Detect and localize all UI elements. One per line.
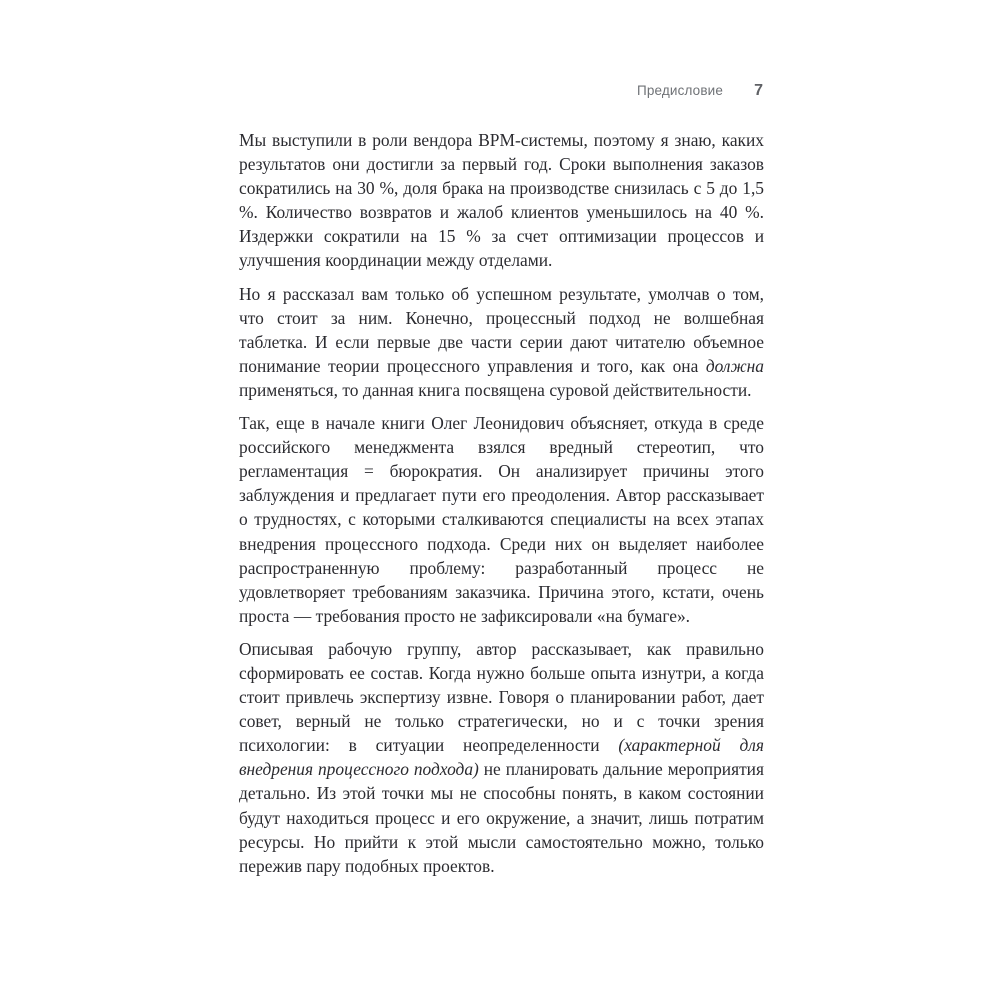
- body-text: Но я рассказал вам только об успешном результате, умолчав о том, что стоит за ним. Конечно, процессный подход не волшебная таблетка. И если первые две части серии дают читателю объемное понимание теории процессного управления и того, как она: [239, 283, 764, 376]
- body-text: Так, еще в начале книги Олег Леонидович объясняет, откуда в среде российского менеджмента взялся вредный стереотип, что регламентация = бюрократия. Он анализирует причины этого заблуждения и предлагает пути его преодоления. Автор рассказывает о трудностях, с которыми сталкиваются специалисты на всех этапах внедрения процессного подхода. Среди них он выделяет наиболее распространенную проблему: разработанный процесс не удовлетворяет требованиям заказчика. Причина этого, кстати, очень проста — требования просто не зафиксировали «на бумаге».: [239, 413, 764, 626]
- emphasis-text: должна: [705, 355, 764, 376]
- body-text: Мы выступили в роли вендора BPM-системы, поэтому я знаю, каких результатов они достигли за первый год. Сроки выполнения заказов сократились на 30 %, доля брака на производстве снизилась с 5 до 1,5 %. Количество возвратов и жалоб клиентов уменьшилось на 40 %. Издержки сократили на 15 % за счет оптимизации процессов и улучшения координации между отделами.: [239, 130, 764, 271]
- running-head: [239, 82, 763, 100]
- body-paragraph: [239, 411, 764, 628]
- emphasis-text: (характерной для внедрения процессного подхода): [239, 735, 764, 780]
- body-paragraph: [239, 282, 764, 402]
- running-head-title: Предисловие: [637, 83, 723, 98]
- body-text-block: [239, 128, 764, 878]
- body-paragraph: [239, 128, 764, 273]
- body-paragraph: [239, 637, 764, 878]
- page-number: 7: [754, 82, 763, 99]
- body-text: применяться, то данная книга посвящена суровой действительности.: [239, 379, 752, 400]
- body-text: Описывая рабочую группу, автор рассказывает, как правильно сформировать ее состав. Когда нужно больше опыта изнутри, а когда стоит привлечь экспертизу извне. Говоря о планировании работ, дает совет, верный не только стратегически, но и с точки зрения психологии: в ситуации неопределенности: [239, 638, 764, 756]
- body-text: не планировать дальние мероприятия детально. Из этой точки мы не способны понять, в каком состоянии будут находиться процесс и его окружение, а значит, лишь потратим ресурсы. Но прийти к этой мысли самостоятельно можно, только пережив пару подобных проектов.: [239, 759, 764, 876]
